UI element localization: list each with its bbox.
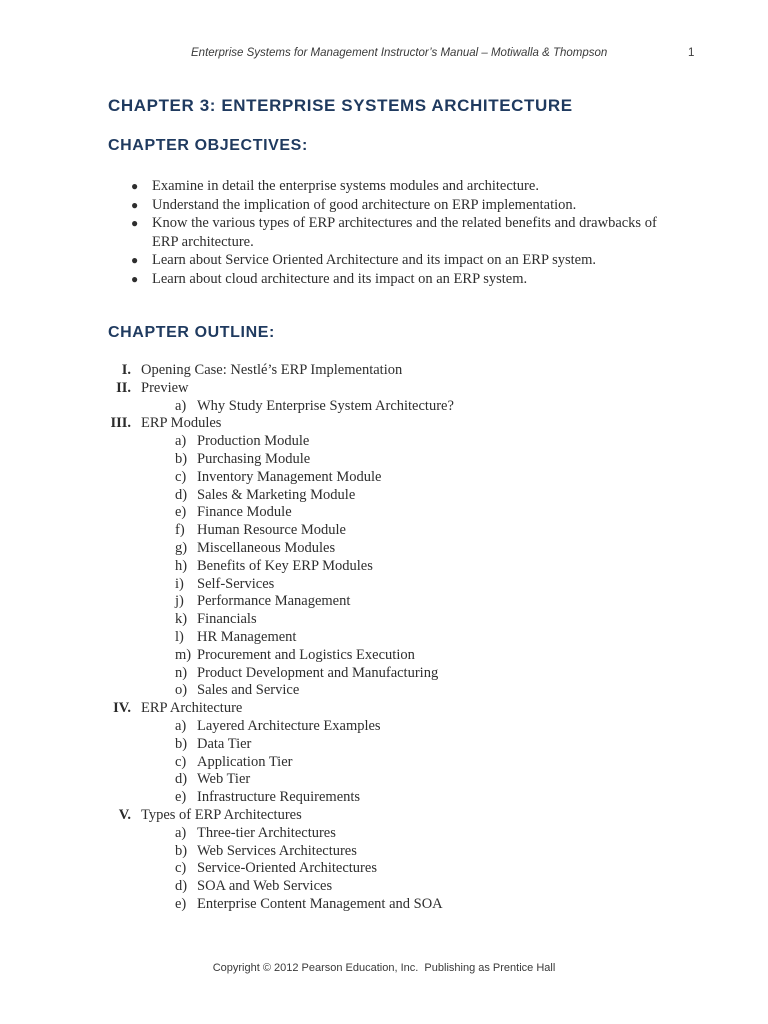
outline-subitem — [100, 398, 700, 416]
outline-section — [100, 380, 700, 398]
objectives-list — [131, 177, 691, 289]
subitem-letter: d) — [175, 878, 188, 895]
bullet-icon: ● — [131, 271, 139, 286]
objective-text: Learn about Service Oriented Architecture and its impact on an ERP system. — [152, 252, 596, 269]
bullet-icon: ● — [131, 216, 139, 231]
subitem-letter: o) — [175, 682, 188, 699]
section-title: Types of ERP Architectures — [141, 806, 302, 823]
subitem-letter: b) — [175, 450, 188, 467]
subitem-letter: e) — [175, 789, 187, 806]
outline-subitem — [100, 469, 700, 487]
outline-subitem — [100, 451, 700, 469]
outline-subitem — [100, 789, 700, 807]
subitem-text: Sales and Service — [197, 682, 300, 699]
outline-subitem — [100, 433, 700, 451]
subitem-text: Human Resource Module — [197, 522, 346, 539]
outline-subitem — [100, 771, 700, 789]
bullet-icon: ● — [131, 197, 139, 212]
section-title: Preview — [141, 379, 189, 396]
subitem-text: Infrastructure Requirements — [197, 789, 361, 806]
outline-subitem — [100, 718, 700, 736]
subitem-letter: l) — [175, 628, 184, 645]
outline-subitem — [100, 611, 700, 629]
subitem-letter: j) — [175, 593, 184, 610]
objectives-heading: CHAPTER OBJECTIVES: — [108, 137, 308, 154]
section-numeral: I. — [121, 362, 131, 378]
subitem-letter: e) — [175, 504, 187, 521]
subitem-text: Purchasing Module — [197, 450, 311, 467]
outline-subitem — [100, 843, 700, 861]
outline-section — [100, 807, 700, 825]
outline-subitem — [100, 522, 700, 540]
subitem-letter: c) — [175, 860, 187, 877]
bullet-icon: ● — [131, 253, 139, 268]
subitem-text: Application Tier — [197, 753, 293, 770]
objective-item — [131, 270, 691, 289]
section-numeral: II. — [116, 379, 131, 396]
copyright-footer: Copyright © 2012 Pearson Education, Inc. Publishing as Prentice Hall — [212, 962, 556, 974]
outline-heading: CHAPTER OUTLINE: — [108, 324, 275, 341]
outline-subitem — [100, 878, 700, 896]
objective-item — [131, 196, 691, 215]
outline-subitem — [100, 487, 700, 505]
subitem-letter: n) — [175, 664, 188, 681]
outline-subitem — [100, 665, 700, 683]
outline-subitem — [100, 504, 700, 522]
objective-text: Examine in detail the enterprise systems modules and architecture. — [152, 178, 539, 194]
outline-section — [100, 415, 700, 433]
subitem-text: Self-Services — [197, 575, 275, 592]
objective-text: ERP architecture. — [152, 233, 254, 250]
subitem-text: Product Development and Manufacturing — [197, 664, 439, 681]
subitem-text: SOA and Web Services — [197, 878, 333, 895]
subitem-letter: h) — [175, 557, 188, 574]
objective-item — [131, 251, 691, 270]
subitem-letter: a) — [175, 433, 187, 450]
subitem-letter: c) — [175, 468, 187, 485]
outline-subitem — [100, 629, 700, 647]
subitem-letter: f) — [175, 522, 185, 539]
subitem-text: Miscellaneous Modules — [197, 539, 336, 556]
subitem-letter: b) — [175, 735, 188, 752]
subitem-letter: d) — [175, 486, 188, 503]
subitem-text: Three-tier Architectures — [197, 824, 336, 841]
subitem-text: Finance Module — [197, 504, 292, 521]
page-number: 1 — [688, 47, 695, 59]
objective-text: Understand the implication of good architecture on ERP implementation. — [152, 196, 577, 213]
section-title: ERP Architecture — [141, 700, 243, 717]
subitem-text: Web Tier — [197, 771, 251, 788]
subitem-letter: g) — [175, 539, 188, 556]
objective-text: Learn about cloud architecture and its impact on an ERP system. — [152, 270, 528, 287]
outline-subitem — [100, 896, 700, 914]
subitem-letter: c) — [175, 753, 187, 770]
objective-item — [131, 177, 691, 196]
outline-subitem — [100, 860, 700, 878]
subitem-letter: e) — [175, 895, 187, 912]
subitem-text: Enterprise Content Management and SOA — [197, 895, 443, 912]
outline-subitem — [100, 558, 700, 576]
subitem-text: Why Study Enterprise System Architecture? — [197, 397, 454, 414]
subitem-text: Data Tier — [197, 735, 252, 752]
subitem-text: Procurement and Logistics Execution — [197, 646, 415, 663]
subitem-text: Benefits of Key ERP Modules — [197, 557, 373, 574]
outline-subitem — [100, 825, 700, 843]
subitem-text: HR Management — [197, 628, 297, 645]
outline-subitem — [100, 593, 700, 611]
chapter-title: CHAPTER 3: ENTERPRISE SYSTEMS ARCHITECTURE — [108, 96, 573, 115]
outline-subitem — [100, 682, 700, 700]
objective-text: Know the various types of ERP architectures and the related benefits and drawbacks of — [152, 215, 657, 232]
chapter-outline — [100, 362, 700, 914]
subitem-letter: a) — [175, 717, 187, 734]
outline-section — [100, 700, 700, 718]
bullet-icon: ● — [131, 179, 139, 193]
outline-section — [100, 362, 700, 380]
section-numeral: IV. — [113, 700, 131, 717]
subitem-letter: i) — [175, 575, 184, 592]
outline-subitem — [100, 754, 700, 772]
subitem-text: Production Module — [197, 433, 310, 450]
outline-subitem — [100, 736, 700, 754]
subitem-text: Web Services Architectures — [197, 842, 357, 859]
subitem-text: Service-Oriented Architectures — [197, 860, 377, 877]
section-title: ERP Modules — [141, 415, 222, 432]
subitem-letter: m) — [175, 646, 192, 663]
section-title: Opening Case: Nestlé’s ERP Implementation — [141, 362, 403, 378]
section-numeral: V. — [118, 806, 131, 823]
subitem-letter: a) — [175, 397, 187, 414]
subitem-text: Financials — [197, 611, 257, 628]
subitem-letter: d) — [175, 771, 188, 788]
section-numeral: III. — [110, 415, 131, 432]
outline-subitem — [100, 540, 700, 558]
subitem-letter: k) — [175, 611, 188, 628]
outline-subitem — [100, 576, 700, 594]
subitem-text: Sales & Marketing Module — [197, 486, 356, 503]
subitem-text: Layered Architecture Examples — [197, 717, 381, 734]
outline-subitem — [100, 647, 700, 665]
objective-item — [131, 214, 691, 251]
subitem-letter: b) — [175, 842, 188, 859]
subitem-letter: a) — [175, 824, 187, 841]
running-header-title: Enterprise Systems for Management Instructor’s Manual – Motiwalla & Thompson — [191, 47, 608, 59]
subitem-text: Performance Management — [197, 593, 351, 610]
subitem-text: Inventory Management Module — [197, 468, 382, 485]
